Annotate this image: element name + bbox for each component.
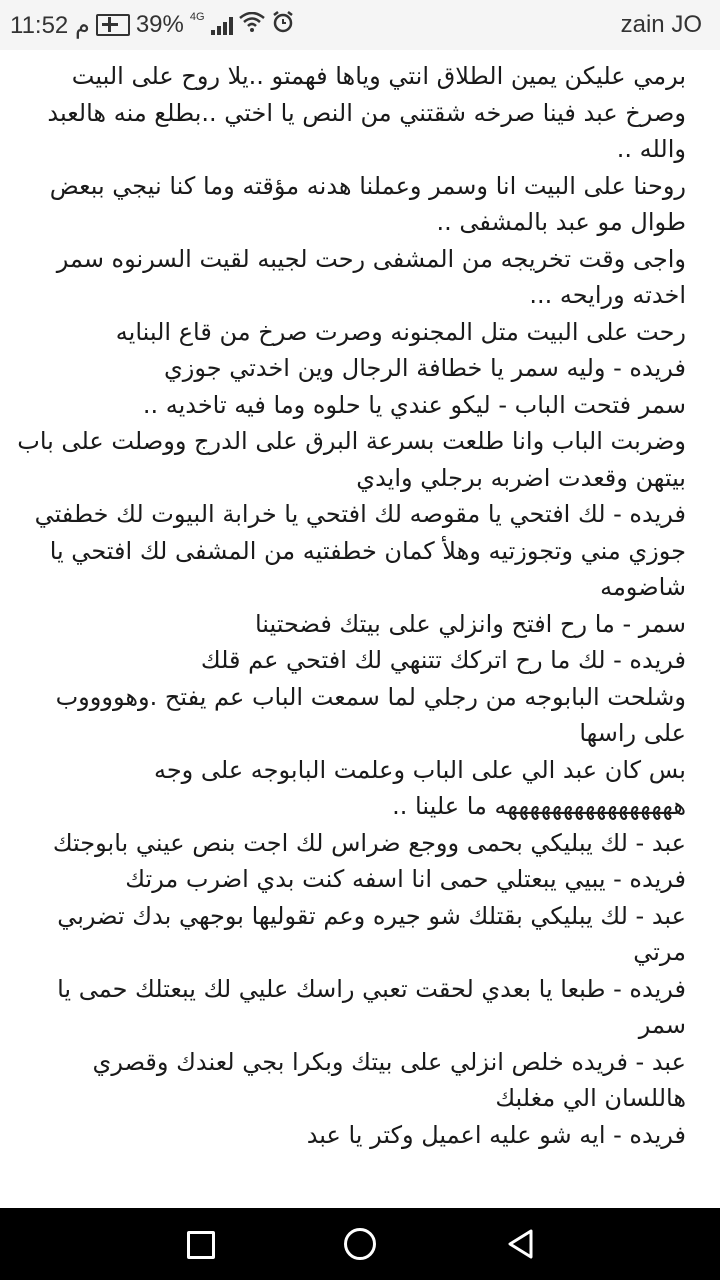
recents-square-icon[interactable] [184, 1228, 216, 1260]
story-paragraph: فريده - يبيي يبعتلي حمى انا اسفه كنت بدي اضرب مرتك [125, 865, 686, 893]
carrier-name: zain JO [620, 11, 702, 38]
story-paragraph: سمر فتحت الباب - ليكو عندي يا حلوه وما فيه تاخديه .. [142, 390, 686, 419]
story-text [0, 50, 720, 1153]
clock: 11:52 م [10, 11, 90, 39]
navigation-bar [0, 1208, 720, 1280]
story-paragraph: فريده - وليه سمر يا خطافة الرجال وين اخدتي جوزي [163, 354, 686, 382]
story-paragraph: واجى وقت تخريجه من المشفى رحت لجيبه لقيت السرنوه سمر اخدته ورايحه ... [56, 244, 686, 309]
status-bar [0, 0, 720, 50]
network-type: 4G [189, 11, 205, 23]
home-circle-icon[interactable] [344, 1228, 376, 1260]
battery-percent: 39% [135, 11, 184, 38]
story-paragraph: فريده - طبعا يا بعدي لحقت تعبي راسك عليي لك يبعتلك حمى يا سمر [57, 974, 686, 1039]
story-paragraph: عبد - لك يبليكي بقتلك شو جيره وعم تقوليها بوجهي بدك تضربي مرتي [57, 901, 686, 966]
story-scroll-view[interactable] [0, 50, 720, 1208]
story-paragraph: وضربت الباب وانا طلعت بسرعة البرق على الدرج ووصلت على باب بيتهن وقعدت اضربه برجلي وايدي [17, 427, 686, 492]
story-paragraph: فريده - ايه شو عليه اعميل وكتر يا عبد [306, 1120, 686, 1149]
status-left-group [10, 0, 295, 50]
story-paragraph: فريده - لك افتحي يا مقوصه لك افتحي يا خرابة البيوت لك خطفتي جوزي مني وتجوزتيه وهلأ كمان خطفتيه من المشفى لك افتحي يا شاضومه [34, 500, 686, 601]
story-paragraph: عبد - لك يبليكي بحمى ووجع ضراس لك اجت بنص عيني بابوجتك [52, 828, 686, 857]
story-paragraph: سمر - ما رح افتح وانزلي على بيتك فضحتينا [254, 609, 686, 638]
alarm-icon [271, 10, 295, 41]
back-triangle-icon[interactable] [505, 1228, 537, 1260]
story-paragraph: فريده - لك ما رح اتركك تتنهي لك افتحي عم قلك [200, 646, 686, 674]
story-paragraph: بس كان عبد الي على الباب وعلمت البابوجه على وجه ههههههههههههههههه ما علينا .. [153, 755, 686, 820]
wifi-icon [239, 11, 265, 39]
story-paragraph: روحنا على البيت انا وسمر وعملنا هدنه مؤقته وما كنا نيجي ببعض طوال مو عبد بالمشفى .. [49, 171, 686, 236]
story-paragraph: وصرخ عبد فينا صرخه شقتني من النص يا اختي ..بطلع منه هالعبد والله .. [47, 98, 686, 163]
story-paragraph: عبد - فريده خلص انزلي على بيتك وبكرا بجي لعندك وقصري هاللسان الي مغلبك [92, 1047, 686, 1112]
signal-icon [211, 15, 233, 35]
story-paragraph: وشلحت البابوجه من رجلي لما سمعت الباب عم يفتح .وهووووب على راسها [55, 682, 686, 747]
story-paragraph: برمي عليكن يمين الطلاق انتي وياها فهمتو ..يلا روح على البيت [71, 62, 686, 90]
battery-icon [96, 14, 130, 36]
story-paragraph: رحت على البيت متل المجنونه وصرت صرخ من قاع البنايه [115, 317, 686, 346]
